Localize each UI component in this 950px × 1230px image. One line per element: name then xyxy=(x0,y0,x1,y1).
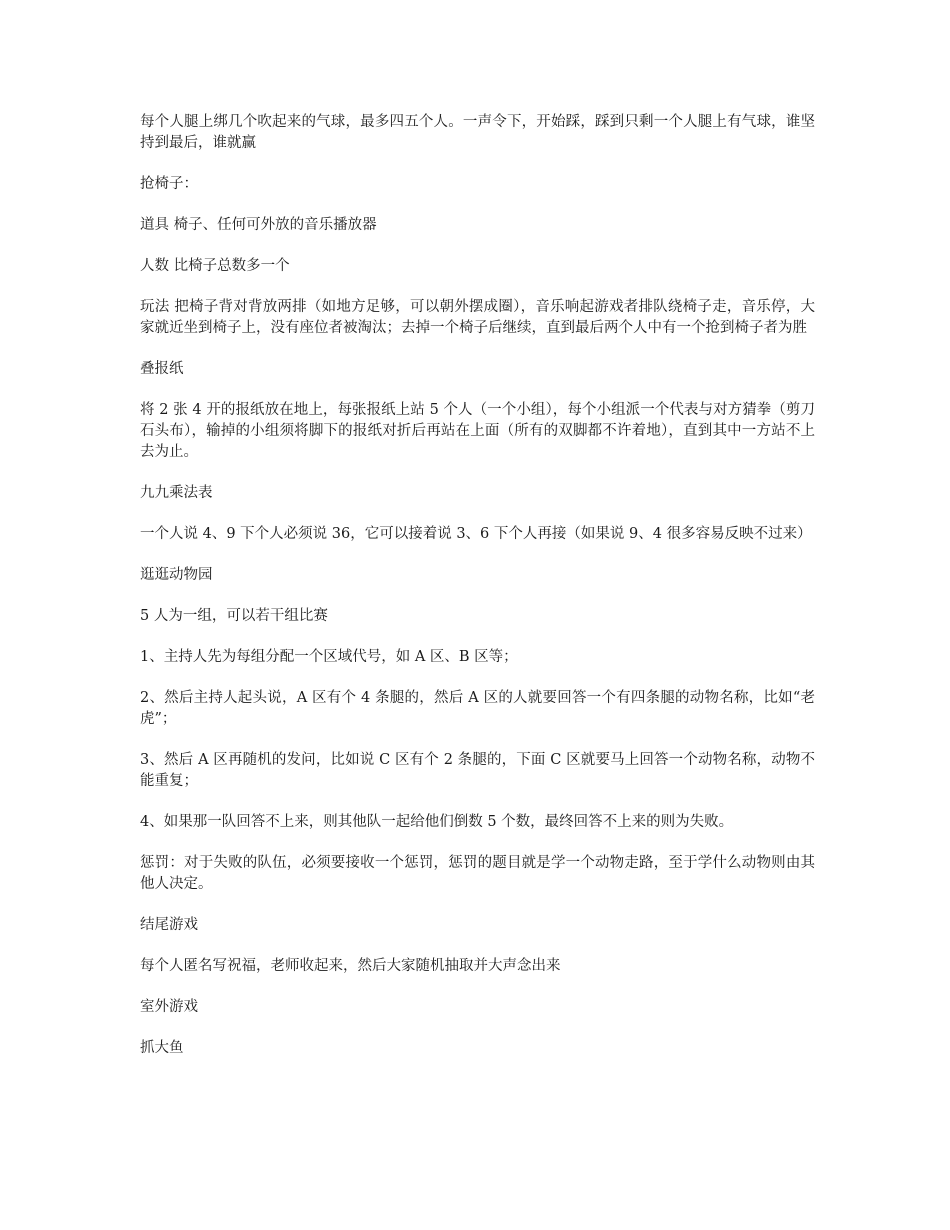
paragraph-zoo-groups: 5 人为一组，可以若干组比赛 xyxy=(140,608,328,624)
heading-musical-chairs: 抢椅子： xyxy=(140,176,198,192)
paragraph-ending-rules: 每个人匿名写祝福，老师收起来，然后大家随机抽取并大声念出来 xyxy=(140,958,561,974)
heading-newspaper-stack: 叠报纸 xyxy=(140,361,184,377)
paragraph-zoo-step-2: 2、然后主持人起头说，A 区有个 4 条腿的，然后 A 区的人就要回答一个有四条腿的动物名称，比如“老虎”； xyxy=(140,690,815,727)
paragraph-zoo-step-1: 1、主持人先为每组分配一个区域代号，如 A 区、B 区等； xyxy=(140,649,518,665)
heading-outdoor-games: 室外游戏 xyxy=(140,999,198,1015)
paragraph-chairs-props: 道具 椅子、任何可外放的音乐播放器 xyxy=(140,217,377,233)
paragraph-newspaper-rules: 将 2 张 4 开的报纸放在地上，每张报纸上站 5 个人（一个小组），每个小组派一个代表与对方猜拳（剪刀石头布），输掉的小组须将脚下的报纸对折后再站在上面（所有的双脚都不许着地），直到其中一方站不上去为止。 xyxy=(140,402,815,460)
heading-zoo-game: 逛逛动物园 xyxy=(140,567,213,583)
paragraph-zoo-step-3: 3、然后 A 区再随机的发问，比如说 C 区有个 2 条腿的，下面 C 区就要马上回答一个动物名称，动物不能重复； xyxy=(140,752,815,789)
paragraph-zoo-penalty: 惩罚：对于失败的队伍，必须要接收一个惩罚，惩罚的题目就是学一个动物走路，至于学什么动物则由其他人决定。 xyxy=(140,855,815,892)
paragraph-chairs-players: 人数 比椅子总数多一个 xyxy=(140,258,290,274)
heading-catch-big-fish: 抓大鱼 xyxy=(140,1040,184,1056)
heading-multiplication-table: 九九乘法表 xyxy=(140,485,213,501)
paragraph-multiplication-rules: 一个人说 4、9 下个人必须说 36，它可以接着说 3、6 下个人再接（如果说 9、4 很多容易反映不过来） xyxy=(140,526,812,542)
paragraph-chairs-rules: 玩法 把椅子背对背放两排（如地方足够，可以朝外摆成圈），音乐响起游戏者排队绕椅子走，音乐停，大家就近坐到椅子上，没有座位者被淘汰；去掉一个椅子后继续，直到最后两个人中有一个抢到椅子者为胜 xyxy=(140,299,815,336)
paragraph-balloon-game: 每个人腿上绑几个吹起来的气球，最多四五个人。一声令下，开始踩，踩到只剩一个人腿上有气球，谁坚持到最后，谁就赢 xyxy=(140,114,815,151)
heading-ending-game: 结尾游戏 xyxy=(140,917,198,933)
document-page xyxy=(140,112,815,1079)
paragraph-zoo-step-4: 4、如果那一队回答不上来，则其他队一起给他们倒数 5 个数，最终回答不上来的则为失败。 xyxy=(140,814,734,830)
